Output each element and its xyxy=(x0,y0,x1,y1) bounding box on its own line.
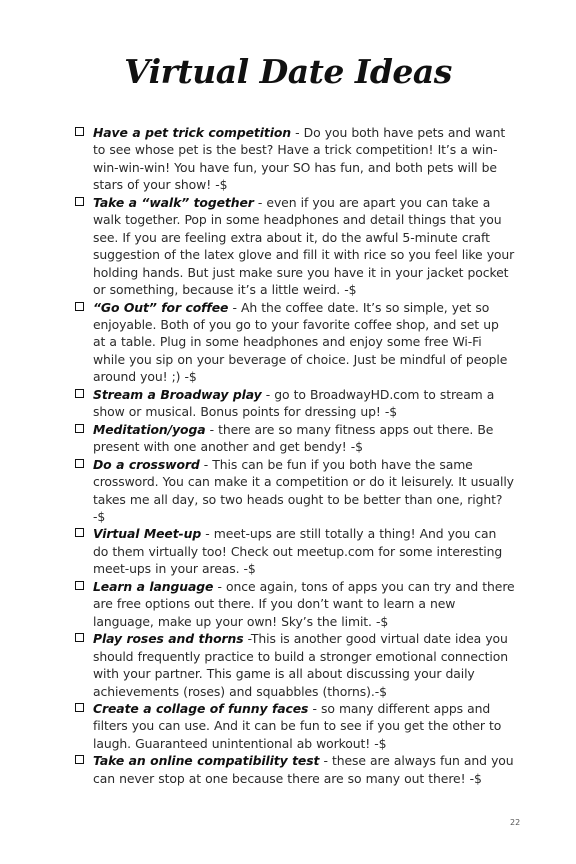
item-text: -This is another good virtual date idea you should frequently practice to build a stronger emotional connection with your partner. This game is all about discussing your daily achievements (roses) and squabbles (thorns).-$ xyxy=(93,631,508,699)
item-title: Do a crossword xyxy=(93,456,200,472)
item-title: Learn a language xyxy=(93,578,214,594)
checkbox[interactable] xyxy=(75,459,84,468)
list-item xyxy=(75,700,515,752)
item-title: Meditation/yoga xyxy=(93,421,206,437)
list-item xyxy=(75,421,515,456)
page-title: Virtual Date Ideas xyxy=(124,52,452,91)
item-title: Stream a Broadway play xyxy=(93,386,262,402)
checkbox[interactable] xyxy=(75,302,84,311)
checkbox[interactable] xyxy=(75,755,84,764)
checkbox[interactable] xyxy=(75,528,84,537)
item-text: - Ah the coffee date. It’s so simple, yet so enjoyable. Both of you go to your favorite coffee shop, and set up at a table. Plug in some headphones and enjoy some free Wi-Fi while you sip on your beverage of choice. Just be mindful of people around you! ;) -$ xyxy=(93,299,508,385)
item-title: Take a “walk” together xyxy=(93,194,254,210)
checkbox[interactable] xyxy=(75,633,84,642)
item-text: - there are so many fitness apps out there. Be present with one another and get bendy! -$ xyxy=(93,421,494,455)
list-item xyxy=(75,525,515,577)
item-title: Create a collage of funny faces xyxy=(93,700,309,716)
checkbox[interactable] xyxy=(75,424,84,433)
date-ideas-checklist xyxy=(75,124,515,787)
item-title: Take an online compatibility test xyxy=(93,753,320,769)
item-title: “Go Out” for coffee xyxy=(93,299,229,315)
item-text: - This can be fun if you both have the same crossword. You can make it a competition or do it leisurely. It usually takes me all day, so two heads ought to be better than one, right? -$ xyxy=(93,456,514,524)
item-text: - go to BroadwayHD.com to stream a show or musical. Bonus points for dressing up! -$ xyxy=(93,386,495,420)
item-text: - these are always fun and you can never stop at one because there are so many out there! -$ xyxy=(93,753,514,786)
list-item xyxy=(75,456,515,526)
list-item xyxy=(75,578,515,630)
item-text: - once again, tons of apps you can try and there are free options out there. If you don’t want to learn a new language, make up your own! Sky’s the limit. -$ xyxy=(93,578,515,629)
item-title: Virtual Meet-up xyxy=(93,526,202,542)
checkbox[interactable] xyxy=(75,197,84,206)
list-item xyxy=(75,630,515,700)
checkbox[interactable] xyxy=(75,389,84,398)
checkbox[interactable] xyxy=(75,127,84,136)
item-text: - even if you are apart you can take a walk together. Pop in some headphones and detail things that you see. If you are feeling extra about it, do the awful 5-minute craft suggestion of the latex glove and fill it with rice so you feel like your holding hands. But just make sure you have it in your jacket pocket or something, because it’s a little weird. -$ xyxy=(93,194,515,298)
list-item xyxy=(75,386,515,421)
list-item xyxy=(75,752,515,787)
list-item xyxy=(75,124,515,194)
checkbox[interactable] xyxy=(75,703,84,712)
checkbox[interactable] xyxy=(75,581,84,590)
item-text: - meet-ups are still totally a thing! And you can do them virtually too! Check out meetup.com for some interesting meet-ups in your areas. -$ xyxy=(93,526,503,577)
item-text: - Do you both have pets and want to see whose pet is the best? Have a trick competition! It’s a win-win-win-win! You have fun, your SO has fun, and both pets will be stars of your show! -$ xyxy=(93,125,506,193)
item-text: - so many different apps and filters you can use. And it can be fun to see if you get the other to laugh. Guaranteed unintentional ab workout! -$ xyxy=(93,700,502,751)
item-title: Play roses and thorns xyxy=(93,631,244,647)
item-title: Have a pet trick competition xyxy=(93,125,292,140)
list-item xyxy=(75,194,515,299)
page-number: 22 xyxy=(510,818,521,827)
list-item xyxy=(75,299,515,386)
